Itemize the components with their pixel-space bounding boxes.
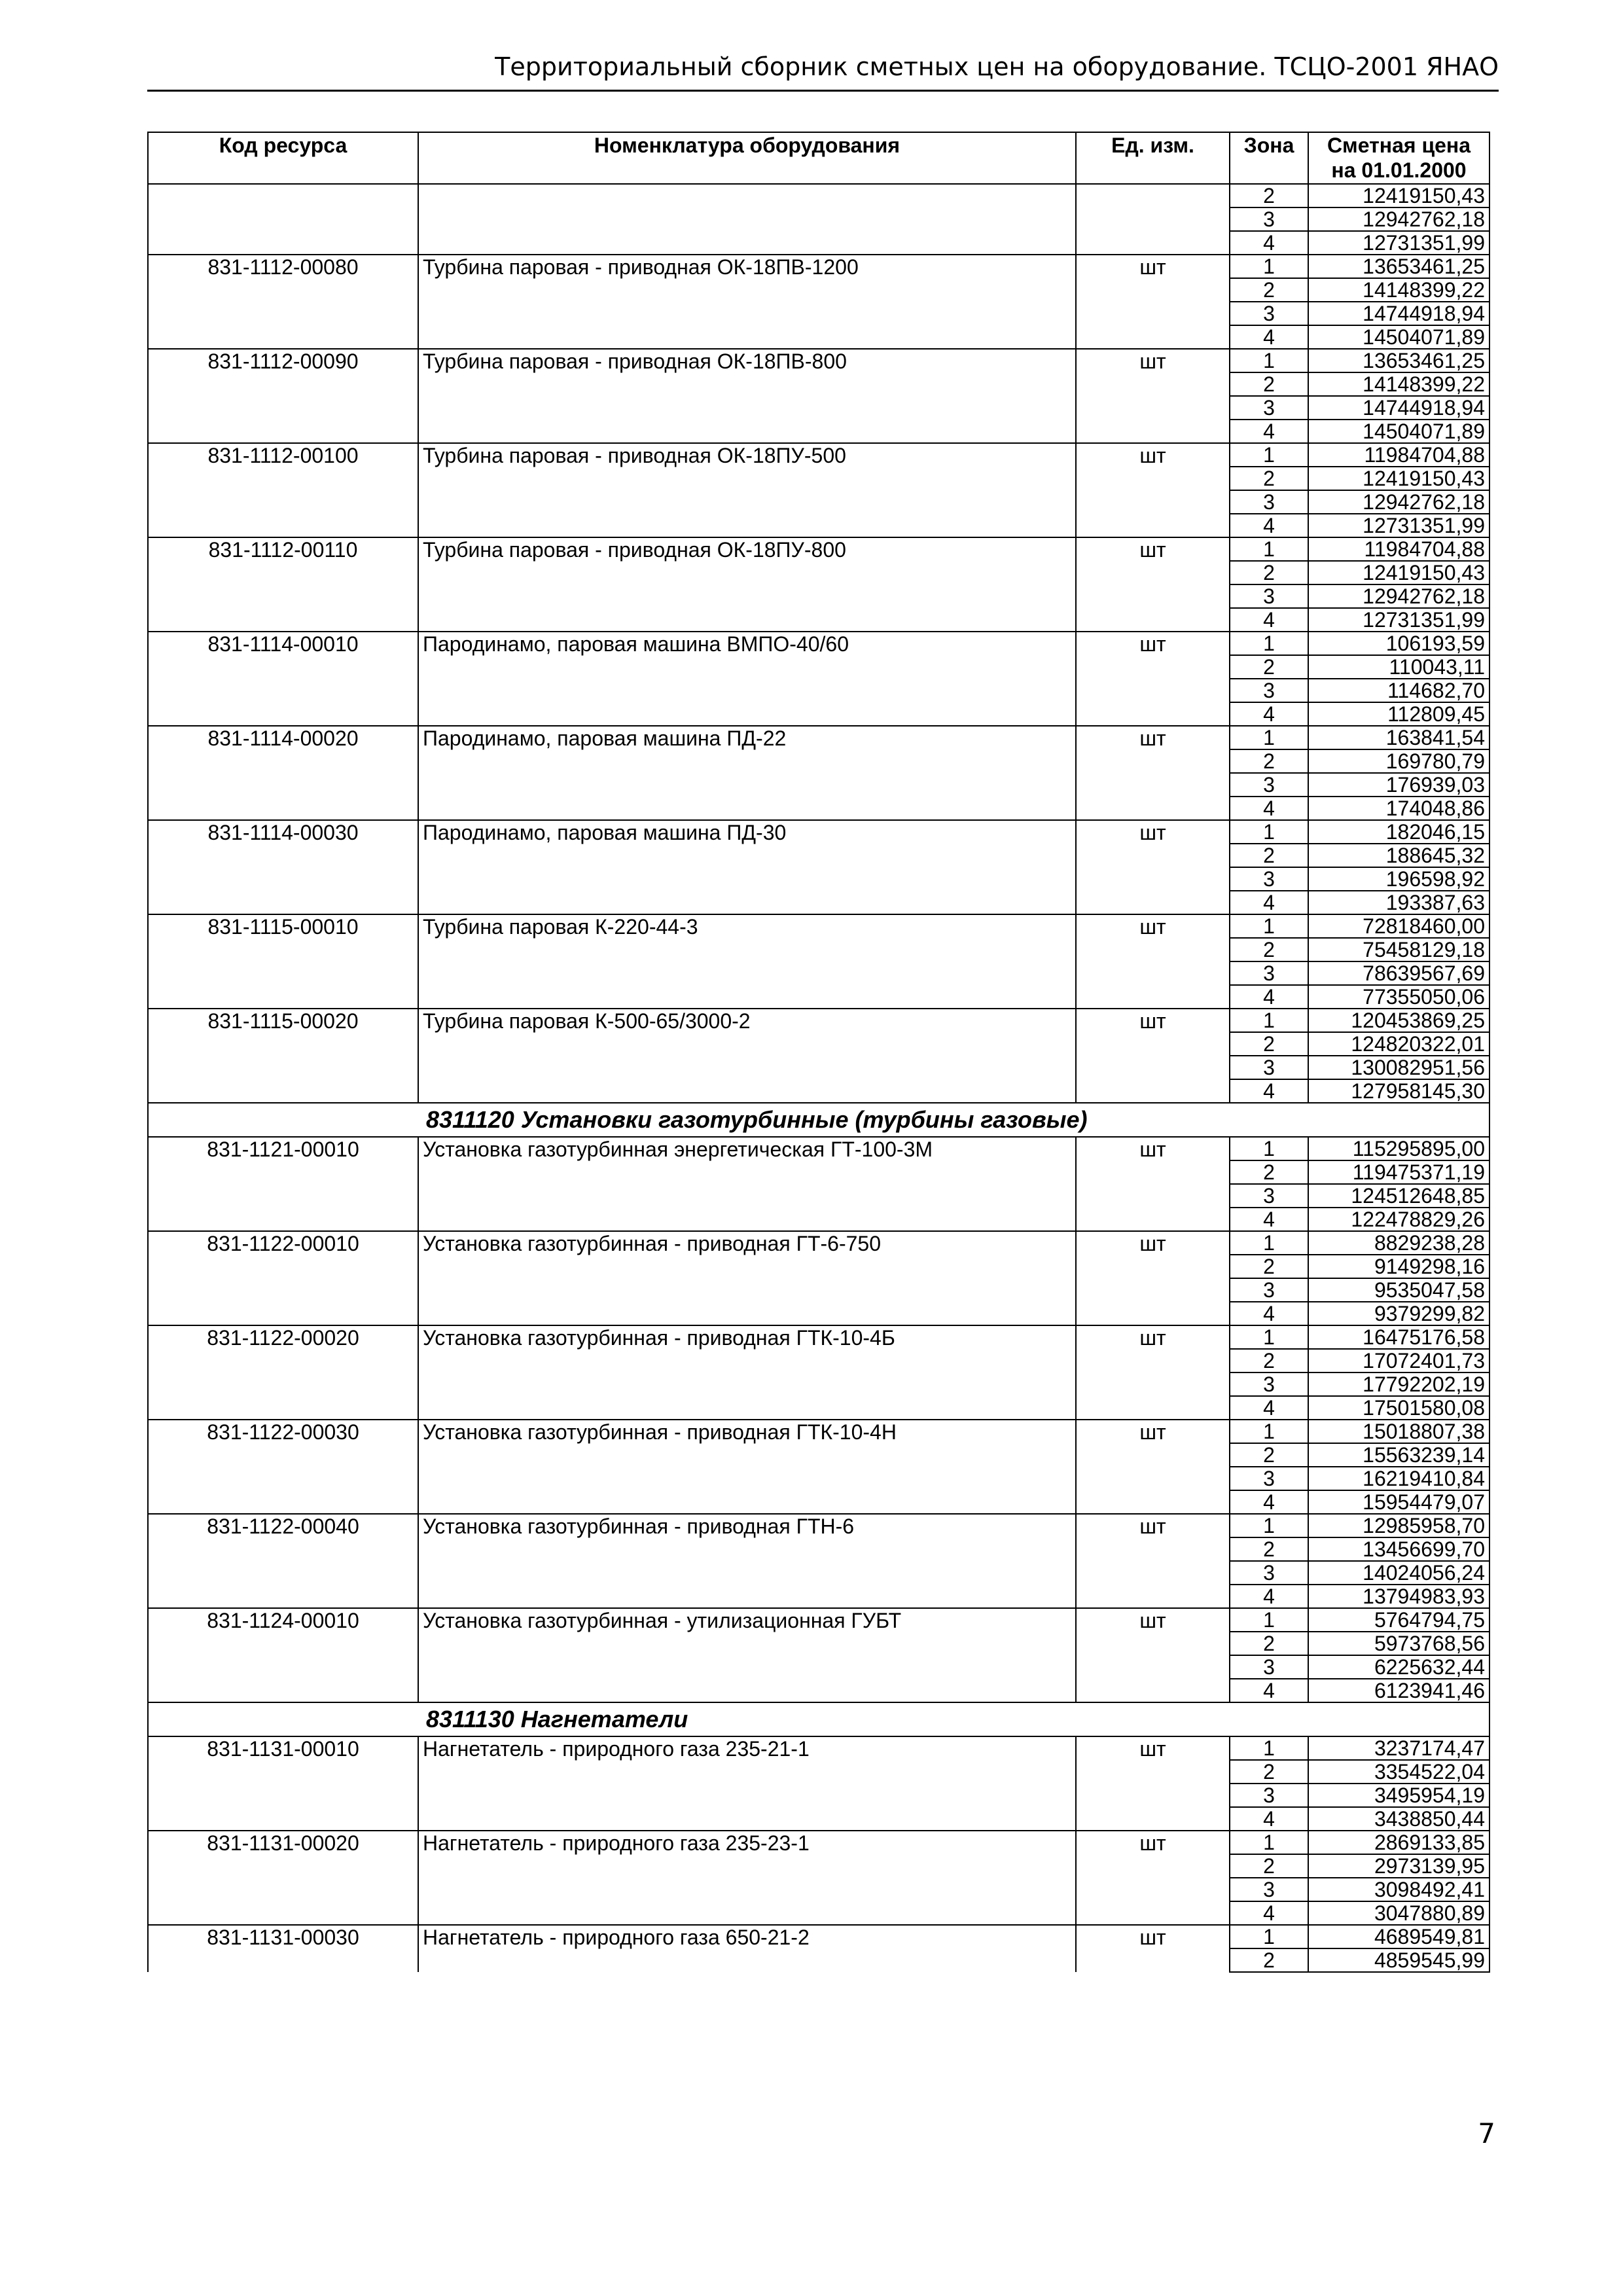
section-spacer: [148, 1103, 418, 1137]
zone-price-row: [148, 443, 1489, 467]
zone-cell: 3: [1230, 1278, 1308, 1302]
zone-cell: 2: [1230, 1948, 1308, 1972]
price-cell: 15563239,14: [1308, 1443, 1489, 1467]
price-cell: 9535047,58: [1308, 1278, 1489, 1302]
price-cell: 12419150,43: [1308, 184, 1489, 207]
resource-unit: шт: [1076, 820, 1230, 914]
zone-price-row: [148, 820, 1489, 844]
zone-cell: 1: [1230, 443, 1308, 467]
price-cell: 124820322,01: [1308, 1032, 1489, 1056]
price-cell: 169780,79: [1308, 749, 1489, 773]
resource-code: 831-1114-00010: [148, 632, 418, 726]
zone-cell: 4: [1230, 608, 1308, 632]
price-cell: 3047880,89: [1308, 1901, 1489, 1925]
section-title: 8311120 Установки газотурбинные (турбины газовые): [418, 1103, 1489, 1137]
zone-cell: 1: [1230, 1009, 1308, 1032]
price-cell: 12419150,43: [1308, 561, 1489, 584]
resource-unit: шт: [1076, 537, 1230, 632]
zone-cell: 4: [1230, 1807, 1308, 1831]
zone-cell: 4: [1230, 985, 1308, 1009]
zone-cell: 4: [1230, 702, 1308, 726]
header-rule: [147, 90, 1499, 92]
resource-code: 831-1131-00020: [148, 1831, 418, 1925]
resource-name: Установка газотурбинная энергетическая ГТ-100-3М: [418, 1137, 1076, 1231]
price-cell: 12731351,99: [1308, 514, 1489, 537]
zone-price-row: [148, 1736, 1489, 1760]
price-cell: 14148399,22: [1308, 372, 1489, 396]
zone-cell: 1: [1230, 1736, 1308, 1760]
zone-cell: 4: [1230, 1208, 1308, 1231]
resource-name: Турбина паровая К-220-44-3: [418, 914, 1076, 1009]
zone-cell: 2: [1230, 184, 1308, 207]
price-cell: 122478829,26: [1308, 1208, 1489, 1231]
section-header: [148, 1103, 1489, 1137]
price-cell: 11984704,88: [1308, 443, 1489, 467]
page-number: 7: [1478, 2117, 1495, 2149]
zone-price-row: [148, 184, 1489, 207]
equipment-row: [148, 1325, 1489, 1420]
resource-unit: шт: [1076, 1514, 1230, 1608]
equipment-row: [148, 1608, 1489, 1702]
price-cell: 176939,03: [1308, 773, 1489, 797]
resource-code: 831-1122-00010: [148, 1231, 418, 1325]
zone-cell: 4: [1230, 797, 1308, 820]
resource-code: 831-1115-00020: [148, 1009, 418, 1103]
header-price-line1: Сметная цена: [1327, 134, 1471, 157]
resource-unit: шт: [1076, 443, 1230, 537]
resource-name: Нагнетатель - природного газа 650-21-2: [418, 1925, 1076, 1972]
zone-cell: 2: [1230, 467, 1308, 490]
resource-unit: шт: [1076, 1009, 1230, 1103]
resource-code: 831-1124-00010: [148, 1608, 418, 1702]
zone-cell: 3: [1230, 1878, 1308, 1901]
resource-code: 831-1112-00100: [148, 443, 418, 537]
price-cell: 15018807,38: [1308, 1420, 1489, 1443]
zone-cell: 3: [1230, 773, 1308, 797]
header-zone: Зона: [1230, 132, 1308, 184]
resource-code: 831-1122-00020: [148, 1325, 418, 1420]
resource-name: Установка газотурбинная - приводная ГТ-6-750: [418, 1231, 1076, 1325]
price-cell: 5764794,75: [1308, 1608, 1489, 1632]
zone-cell: 4: [1230, 891, 1308, 914]
equipment-row: [148, 184, 1489, 255]
zone-cell: 2: [1230, 372, 1308, 396]
price-cell: 17792202,19: [1308, 1372, 1489, 1396]
zone-cell: 2: [1230, 1160, 1308, 1184]
price-cell: 13794983,93: [1308, 1585, 1489, 1608]
resource-name: [418, 184, 1076, 255]
price-cell: 3354522,04: [1308, 1760, 1489, 1784]
resource-unit: шт: [1076, 255, 1230, 349]
header-price-line2: на 01.01.2000: [1331, 158, 1467, 182]
zone-cell: 1: [1230, 1231, 1308, 1255]
resource-unit: шт: [1076, 1137, 1230, 1231]
price-cell: 78639567,69: [1308, 961, 1489, 985]
zone-cell: 1: [1230, 820, 1308, 844]
zone-cell: 1: [1230, 349, 1308, 372]
price-cell: 12942762,18: [1308, 490, 1489, 514]
zone-cell: 4: [1230, 325, 1308, 349]
price-cell: 130082951,56: [1308, 1056, 1489, 1079]
zone-cell: 3: [1230, 207, 1308, 231]
zone-cell: 2: [1230, 1537, 1308, 1561]
resource-code: 831-1114-00020: [148, 726, 418, 820]
price-cell: 12731351,99: [1308, 608, 1489, 632]
resource-name: Пародинамо, паровая машина ПД-30: [418, 820, 1076, 914]
section-spacer: [148, 1702, 418, 1736]
price-cell: 13653461,25: [1308, 255, 1489, 278]
resource-name: Установка газотурбинная - приводная ГТК-10-4Н: [418, 1420, 1076, 1514]
resource-unit: шт: [1076, 1231, 1230, 1325]
price-cell: 193387,63: [1308, 891, 1489, 914]
price-cell: 9149298,16: [1308, 1255, 1489, 1278]
price-cell: 12942762,18: [1308, 584, 1489, 608]
zone-cell: 3: [1230, 867, 1308, 891]
resource-name: Установка газотурбинная - приводная ГТК-10-4Б: [418, 1325, 1076, 1420]
zone-cell: 3: [1230, 490, 1308, 514]
zone-price-row: [148, 1009, 1489, 1032]
zone-price-row: [148, 726, 1489, 749]
resource-unit: шт: [1076, 632, 1230, 726]
zone-price-row: [148, 349, 1489, 372]
zone-cell: 2: [1230, 561, 1308, 584]
price-cell: 120453869,25: [1308, 1009, 1489, 1032]
zone-price-row: [148, 1137, 1489, 1160]
resource-code: [148, 184, 418, 255]
zone-cell: 4: [1230, 1490, 1308, 1514]
zone-cell: 1: [1230, 537, 1308, 561]
resource-unit: шт: [1076, 1925, 1230, 1972]
price-cell: 127958145,30: [1308, 1079, 1489, 1103]
zone-cell: 3: [1230, 396, 1308, 420]
price-cell: 12942762,18: [1308, 207, 1489, 231]
header-name: Номенклатура оборудования: [418, 132, 1076, 184]
equipment-row: [148, 1420, 1489, 1514]
equipment-row: [148, 349, 1489, 443]
price-cell: 188645,32: [1308, 844, 1489, 867]
zone-cell: 2: [1230, 938, 1308, 961]
zone-cell: 3: [1230, 1184, 1308, 1208]
equipment-row: [148, 632, 1489, 726]
equipment-row: [148, 1231, 1489, 1325]
zone-cell: 3: [1230, 1784, 1308, 1807]
zone-cell: 2: [1230, 278, 1308, 302]
price-cell: 14504071,89: [1308, 420, 1489, 443]
price-cell: 14744918,94: [1308, 396, 1489, 420]
resource-name: Турбина паровая - приводная ОК-18ПВ-800: [418, 349, 1076, 443]
zone-cell: 4: [1230, 1396, 1308, 1420]
price-cell: 119475371,19: [1308, 1160, 1489, 1184]
zone-cell: 3: [1230, 1561, 1308, 1585]
price-cell: 163841,54: [1308, 726, 1489, 749]
zone-price-row: [148, 1925, 1489, 1948]
table-header: [148, 132, 1489, 184]
zone-cell: 1: [1230, 1137, 1308, 1160]
zone-price-row: [148, 1325, 1489, 1349]
resource-code: 831-1114-00030: [148, 820, 418, 914]
zone-cell: 2: [1230, 1255, 1308, 1278]
resource-unit: шт: [1076, 1831, 1230, 1925]
price-cell: 14024056,24: [1308, 1561, 1489, 1585]
resource-name: Установка газотурбинная - утилизационная ГУБТ: [418, 1608, 1076, 1702]
price-cell: 12985958,70: [1308, 1514, 1489, 1537]
zone-cell: 1: [1230, 1831, 1308, 1854]
resource-unit: шт: [1076, 914, 1230, 1009]
resource-unit: шт: [1076, 1736, 1230, 1831]
section-title: 8311130 Нагнетатели: [418, 1702, 1489, 1736]
zone-price-row: [148, 632, 1489, 655]
equipment-row: [148, 1009, 1489, 1103]
zone-cell: 2: [1230, 1760, 1308, 1784]
zone-cell: 4: [1230, 1302, 1308, 1325]
zone-cell: 3: [1230, 1655, 1308, 1679]
resource-name: Пародинамо, паровая машина ВМПО-40/60: [418, 632, 1076, 726]
section-header: [148, 1702, 1489, 1736]
zone-cell: 4: [1230, 514, 1308, 537]
price-cell: 9379299,82: [1308, 1302, 1489, 1325]
zone-price-row: [148, 255, 1489, 278]
zone-cell: 3: [1230, 961, 1308, 985]
resource-code: 831-1122-00040: [148, 1514, 418, 1608]
zone-price-row: [148, 914, 1489, 938]
resource-code: 831-1112-00110: [148, 537, 418, 632]
zone-price-row: [148, 1420, 1489, 1443]
price-cell: 114682,70: [1308, 679, 1489, 702]
equipment-row: [148, 255, 1489, 349]
price-cell: 3098492,41: [1308, 1878, 1489, 1901]
resource-unit: шт: [1076, 1325, 1230, 1420]
equipment-row: [148, 1831, 1489, 1925]
price-cell: 115295895,00: [1308, 1137, 1489, 1160]
resource-code: 831-1131-00010: [148, 1736, 418, 1831]
resource-unit: шт: [1076, 1608, 1230, 1702]
resource-unit: шт: [1076, 349, 1230, 443]
zone-cell: 1: [1230, 914, 1308, 938]
price-cell: 3495954,19: [1308, 1784, 1489, 1807]
zone-cell: 2: [1230, 749, 1308, 773]
equipment-row: [148, 914, 1489, 1009]
price-cell: 106193,59: [1308, 632, 1489, 655]
zone-cell: 1: [1230, 1925, 1308, 1948]
price-cell: 112809,45: [1308, 702, 1489, 726]
zone-cell: 2: [1230, 1854, 1308, 1878]
zone-price-row: [148, 1514, 1489, 1537]
resource-name: Турбина паровая - приводная ОК-18ПВ-1200: [418, 255, 1076, 349]
zone-price-row: [148, 1608, 1489, 1632]
resource-name: Установка газотурбинная - приводная ГТН-6: [418, 1514, 1076, 1608]
equipment-row: [148, 443, 1489, 537]
price-cell: 75458129,18: [1308, 938, 1489, 961]
header-unit: Ед. изм.: [1076, 132, 1230, 184]
zone-cell: 2: [1230, 1443, 1308, 1467]
resource-unit: шт: [1076, 726, 1230, 820]
resource-code: 831-1121-00010: [148, 1137, 418, 1231]
price-cell: 4859545,99: [1308, 1948, 1489, 1972]
equipment-row: [148, 537, 1489, 632]
zone-cell: 4: [1230, 1079, 1308, 1103]
price-cell: 14744918,94: [1308, 302, 1489, 325]
resource-code: 831-1115-00010: [148, 914, 418, 1009]
zone-cell: 3: [1230, 1372, 1308, 1396]
zone-cell: 1: [1230, 1420, 1308, 1443]
zone-cell: 2: [1230, 1349, 1308, 1372]
price-cell: 6225632,44: [1308, 1655, 1489, 1679]
price-cell: 11984704,88: [1308, 537, 1489, 561]
resource-code: 831-1112-00080: [148, 255, 418, 349]
price-cell: 72818460,00: [1308, 914, 1489, 938]
zone-cell: 4: [1230, 420, 1308, 443]
resource-name: Нагнетатель - природного газа 235-23-1: [418, 1831, 1076, 1925]
zone-cell: 3: [1230, 584, 1308, 608]
equipment-row: [148, 1514, 1489, 1608]
equipment-row: [148, 1736, 1489, 1831]
resource-unit: шт: [1076, 1420, 1230, 1514]
running-header: Территориальный сборник сметных цен на оборудование. ТСЦО-2001 ЯНАО: [495, 52, 1499, 81]
price-cell: 16475176,58: [1308, 1325, 1489, 1349]
resource-code: 831-1131-00030: [148, 1925, 418, 1972]
price-cell: 8829238,28: [1308, 1231, 1489, 1255]
price-cell: 14148399,22: [1308, 278, 1489, 302]
resource-name: Пародинамо, паровая машина ПД-22: [418, 726, 1076, 820]
zone-price-row: [148, 537, 1489, 561]
resource-code: 831-1122-00030: [148, 1420, 418, 1514]
zone-cell: 4: [1230, 1901, 1308, 1925]
zone-cell: 2: [1230, 1032, 1308, 1056]
resource-code: 831-1112-00090: [148, 349, 418, 443]
equipment-row: [148, 726, 1489, 820]
zone-cell: 3: [1230, 1056, 1308, 1079]
zone-price-row: [148, 1231, 1489, 1255]
zone-cell: 1: [1230, 1514, 1308, 1537]
zone-cell: 2: [1230, 844, 1308, 867]
zone-cell: 4: [1230, 231, 1308, 255]
price-cell: 2869133,85: [1308, 1831, 1489, 1854]
price-cell: 77355050,06: [1308, 985, 1489, 1009]
price-cell: 196598,92: [1308, 867, 1489, 891]
price-cell: 2973139,95: [1308, 1854, 1489, 1878]
price-cell: 3237174,47: [1308, 1736, 1489, 1760]
equipment-row: [148, 1137, 1489, 1231]
equipment-row: [148, 1925, 1489, 1972]
resource-name: Турбина паровая - приводная ОК-18ПУ-800: [418, 537, 1076, 632]
zone-cell: 1: [1230, 1325, 1308, 1349]
price-cell: 3438850,44: [1308, 1807, 1489, 1831]
zone-cell: 3: [1230, 1467, 1308, 1490]
zone-cell: 4: [1230, 1585, 1308, 1608]
zone-cell: 1: [1230, 632, 1308, 655]
price-table: [147, 132, 1490, 1973]
zone-cell: 2: [1230, 1632, 1308, 1655]
zone-cell: 1: [1230, 1608, 1308, 1632]
price-cell: 110043,11: [1308, 655, 1489, 679]
price-cell: 14504071,89: [1308, 325, 1489, 349]
price-cell: 13653461,25: [1308, 349, 1489, 372]
resource-name: Нагнетатель - природного газа 235-21-1: [418, 1736, 1076, 1831]
price-cell: 16219410,84: [1308, 1467, 1489, 1490]
price-cell: 124512648,85: [1308, 1184, 1489, 1208]
zone-cell: 4: [1230, 1679, 1308, 1702]
zone-cell: 3: [1230, 302, 1308, 325]
price-cell: 12731351,99: [1308, 231, 1489, 255]
resource-name: Турбина паровая - приводная ОК-18ПУ-500: [418, 443, 1076, 537]
price-cell: 17501580,08: [1308, 1396, 1489, 1420]
price-cell: 6123941,46: [1308, 1679, 1489, 1702]
resource-name: Турбина паровая К-500-65/3000-2: [418, 1009, 1076, 1103]
zone-price-row: [148, 1831, 1489, 1854]
equipment-row: [148, 820, 1489, 914]
resource-unit: [1076, 184, 1230, 255]
zone-cell: 1: [1230, 255, 1308, 278]
zone-cell: 1: [1230, 726, 1308, 749]
price-cell: 17072401,73: [1308, 1349, 1489, 1372]
price-cell: 182046,15: [1308, 820, 1489, 844]
zone-cell: 2: [1230, 655, 1308, 679]
price-cell: 4689549,81: [1308, 1925, 1489, 1948]
price-cell: 13456699,70: [1308, 1537, 1489, 1561]
price-cell: 5973768,56: [1308, 1632, 1489, 1655]
price-cell: 12419150,43: [1308, 467, 1489, 490]
header-price: [1308, 132, 1489, 184]
price-cell: 174048,86: [1308, 797, 1489, 820]
price-cell: 15954479,07: [1308, 1490, 1489, 1514]
zone-cell: 3: [1230, 679, 1308, 702]
header-code: Код ресурса: [148, 132, 418, 184]
